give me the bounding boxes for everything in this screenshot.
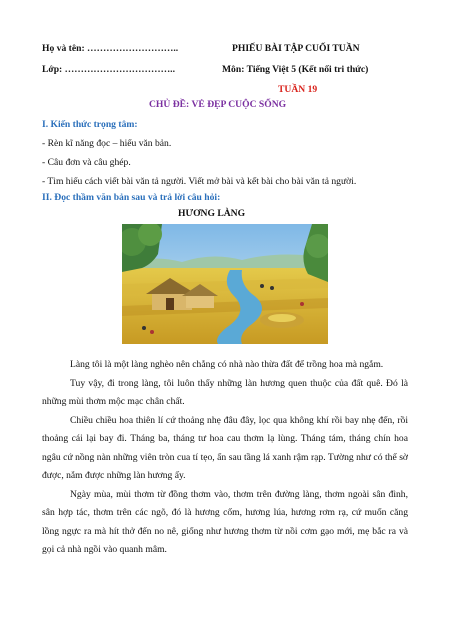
subject-label: Môn: Tiếng Việt 5 (Kết nối tri thức) (222, 64, 369, 75)
section1-heading: I. Kiến thức trọng tâm: (42, 119, 138, 130)
story-paragraph: Ngày mùa, mùi thơm từ đồng thơm vào, thơm trên đường làng, thơm ngoài sân đình, sân hợp tác, thơm trên các ngõ, đó là hương cốm, hương lúa, hương rơm rạ, cứ muốn căng lồng ngực ra mà hít thở đến no nê, giống như hương thơm từ nồi cơm gạo mới, mẹ bắc ra và gọi cả nhà ngồi vào quanh mâm. (42, 488, 408, 555)
story-paragraph: Tuy vậy, đi trong làng, tôi luôn thấy những làn hương quen thuộc của đất quê. Đó là những mùi thơm mộc mạc chân chất. (42, 377, 408, 407)
village-landscape-illustration (122, 224, 328, 344)
section1-item: - Tìm hiểu cách viết bài văn tả người. Viết mở bài và kết bài cho bài văn tả người. (42, 176, 357, 187)
class-label: Lớp: …………………………….. (42, 64, 175, 75)
name-label: Họ và tên: ……………………….. (42, 43, 179, 54)
worksheet-title: PHIẾU BÀI TẬP CUỐI TUẦN (232, 43, 360, 54)
story-title: HƯƠNG LÀNG (178, 208, 246, 219)
story-text (42, 356, 408, 560)
story-paragraph: Chiều chiều hoa thiên lí cứ thoảng nhẹ đâu đây, lọc qua không khí rồi bay nhẹ đến, rồi thoảng cái lại bay đi. Tháng ba, tháng tư hoa cau thơm lạ lùng. Tháng tám, tháng chín hoa ngâu cứ nồng nàn những viên tròn cua tí tẹo, ẩn sau tầng lá xanh rậm rạp. Tường như có thể sờ được, nắm được những làn hương ấy. (42, 414, 408, 481)
week-label: TUẦN 19 (278, 84, 318, 95)
story-paragraph: Làng tôi là một làng nghèo nên chẳng có nhà nào thừa đất để trồng hoa mà ngắm. (70, 359, 384, 370)
section2-heading: II. Đọc thầm văn bản sau và trả lời câu hỏi: (42, 192, 221, 203)
section1-item: - Rèn kĩ năng đọc – hiểu văn bản. (42, 138, 172, 149)
section1-item: - Câu đơn và câu ghép. (42, 157, 131, 168)
theme-label: CHỦ ĐỀ: VẺ ĐẸP CUỘC SỐNG (149, 99, 287, 110)
